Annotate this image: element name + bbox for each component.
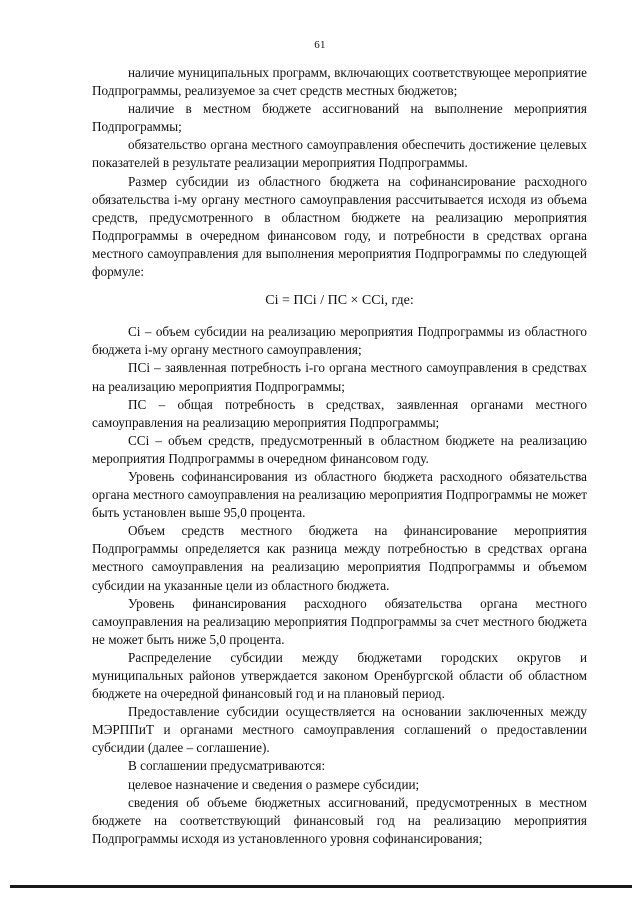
paragraph: сведения об объеме бюджетных ассигнований, предусмотренных в местном бюджете на соответствующий финансовый год на реализацию мероприятия Подпрограммы исходя из установленного уровня софинансирования; — [92, 794, 587, 846]
paragraph: Уровень софинансирования из областного бюджета расходного обязательства органа местного самоуправления на реализацию мероприятия Подпрограммы не может быть установлен выше 95,0 процента. — [92, 468, 587, 521]
paragraph: CCi – объем средств, предусмотренный в областном бюджете на реализацию мероприятия Подпрограммы в очередном финансовом году. — [92, 432, 587, 466]
paragraph: В соглашении предусматриваются: — [128, 758, 326, 774]
paragraph: наличие в местном бюджете ассигнований на выполнение мероприятия Подпрограммы; — [92, 101, 587, 135]
page-number: 61 — [314, 39, 326, 51]
paragraph: обязательство органа местного самоуправления обеспечить достижение целевых показателей в результате реализации мероприятия Подпрограммы. — [92, 137, 587, 171]
paragraph: Ci – объем субсидии на реализацию мероприятия Подпрограммы из областного бюджета i-му органу местного самоуправления; — [92, 324, 587, 358]
paragraph: целевое назначение и сведения о размере субсидии; — [128, 776, 420, 792]
paragraph: Размер субсидии из областного бюджета на софинансирование расходного обязательства i-му органу местного самоуправления рассчитывается исходя из объема средств, предусмотренного в областном бюджете на реализацию мероприятия Подпрограммы в очередном финансовом году, и потребности в средствах органа местного самоуправления для выполнения мероприятия Подпрограммы по следующей формуле: — [92, 173, 587, 280]
paragraph: наличие муниципальных программ, включающих соответствующее мероприятие Подпрограммы, реализуемое за счет средств местных бюджетов; — [92, 65, 587, 99]
paragraph: Предоставление субсидии осуществляется на основании заключенных между МЭРППиТ и органами местного самоуправления соглашений о предоставлении субсидии (далее – соглашение). — [92, 704, 587, 756]
paragraph: Объем средств местного бюджета на финансирование мероприятия Подпрограммы определяется как разница между потребностью в средствах органа местного самоуправления на реализацию мероприятия Подпрограммы и объемом субсидии на указанные цели из областного бюджета. — [92, 523, 587, 593]
formula: Ci = ПCi / ПC × CCi, где: — [265, 293, 414, 309]
footer-rule — [10, 885, 632, 888]
paragraph: ПC – общая потребность в средствах, заявленная органами местного самоуправления на реализацию мероприятия Подпрограммы; — [92, 396, 587, 430]
document-body — [92, 64, 587, 848]
paragraph: Распределение субсидии между бюджетами городских округов и муниципальных районов утверждается законом Оренбургской области об областном бюджете на очередной финансовый год и на плановый период. — [92, 649, 587, 702]
paragraph: Уровень финансирования расходного обязательства органа местного самоуправления на реализацию мероприятия Подпрограммы за счет местного бюджета не может быть ниже 5,0 процента. — [92, 595, 587, 647]
paragraph: ПCi – заявленная потребность i-го органа местного самоуправления в средствах на реализацию мероприятия Подпрограммы; — [92, 360, 587, 394]
